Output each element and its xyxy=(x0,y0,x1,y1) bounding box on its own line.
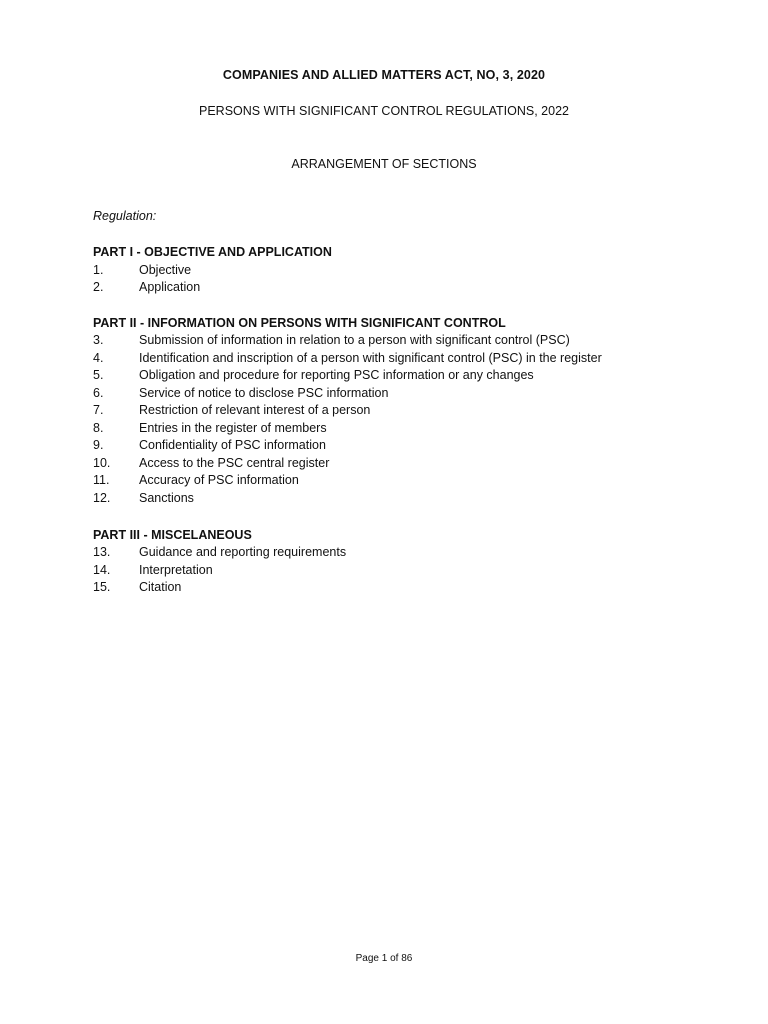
part-1-section xyxy=(93,244,693,297)
section-title: Submission of information in relation to a person with significant control (PSC) xyxy=(139,333,570,347)
section-item xyxy=(93,385,693,403)
part-heading: PART III - MISCELANEOUS xyxy=(93,527,252,542)
section-item xyxy=(93,350,693,368)
section-title: Service of notice to disclose PSC information xyxy=(139,385,389,400)
section-title: Confidentiality of PSC information xyxy=(139,438,326,452)
section-item xyxy=(93,490,693,508)
section-item xyxy=(93,472,693,490)
section-item xyxy=(93,262,693,280)
arrangement-title: ARRANGEMENT OF SECTIONS xyxy=(291,157,477,171)
section-number: 10. xyxy=(93,455,111,470)
act-title: COMPANIES AND ALLIED MATTERS ACT, NO, 3, 2020 xyxy=(222,68,546,82)
section-number: 15. xyxy=(93,580,111,594)
regulation-label: Regulation: xyxy=(93,209,157,223)
section-number: 13. xyxy=(93,545,111,559)
section-title: Citation xyxy=(139,580,182,594)
section-number: 2. xyxy=(93,280,104,294)
regulations-title: PERSONS WITH SIGNIFICANT CONTROL REGULATIONS, 2022 xyxy=(199,104,569,118)
section-item xyxy=(93,562,693,580)
section-number: 14. xyxy=(93,562,111,577)
section-title: Obligation and procedure for reporting PSC information or any changes xyxy=(139,368,534,382)
section-title: Access to the PSC central register xyxy=(139,455,330,470)
section-title: Application xyxy=(139,280,201,294)
section-number: 9. xyxy=(93,438,104,452)
section-item xyxy=(93,437,693,455)
section-title: Restriction of relevant interest of a person xyxy=(139,403,371,417)
section-number: 3. xyxy=(93,333,104,347)
section-number: 5. xyxy=(93,368,104,382)
section-number: 11. xyxy=(93,473,110,487)
section-item xyxy=(93,402,693,420)
section-number: 4. xyxy=(93,350,104,365)
part-heading: PART II - INFORMATION ON PERSONS WITH SIGNIFICANT CONTROL xyxy=(93,315,506,330)
section-number: 8. xyxy=(93,420,104,435)
section-number: 12. xyxy=(93,490,111,505)
section-title: Entries in the register of members xyxy=(139,420,327,435)
section-item xyxy=(93,420,693,438)
section-title: Objective xyxy=(139,262,192,277)
page-footer: Page 1 of 86 xyxy=(355,953,413,964)
section-title: Interpretation xyxy=(139,562,213,577)
section-item xyxy=(93,455,693,473)
section-title: Sanctions xyxy=(139,490,194,505)
section-number: 6. xyxy=(93,385,104,400)
part-2-section xyxy=(93,315,693,508)
section-number: 1. xyxy=(93,262,104,277)
part-heading: PART I - OBJECTIVE AND APPLICATION xyxy=(93,245,332,259)
section-item xyxy=(93,544,693,562)
section-title: Identification and inscription of a person with significant control (PSC) in the register xyxy=(139,350,602,365)
section-item xyxy=(93,579,693,597)
section-number: 7. xyxy=(93,403,104,417)
section-item xyxy=(93,367,693,385)
section-title: Guidance and reporting requirements xyxy=(139,545,347,559)
section-item xyxy=(93,279,693,297)
section-title: Accuracy of PSC information xyxy=(139,473,299,487)
section-item xyxy=(93,332,693,350)
part-3-section xyxy=(93,527,693,597)
